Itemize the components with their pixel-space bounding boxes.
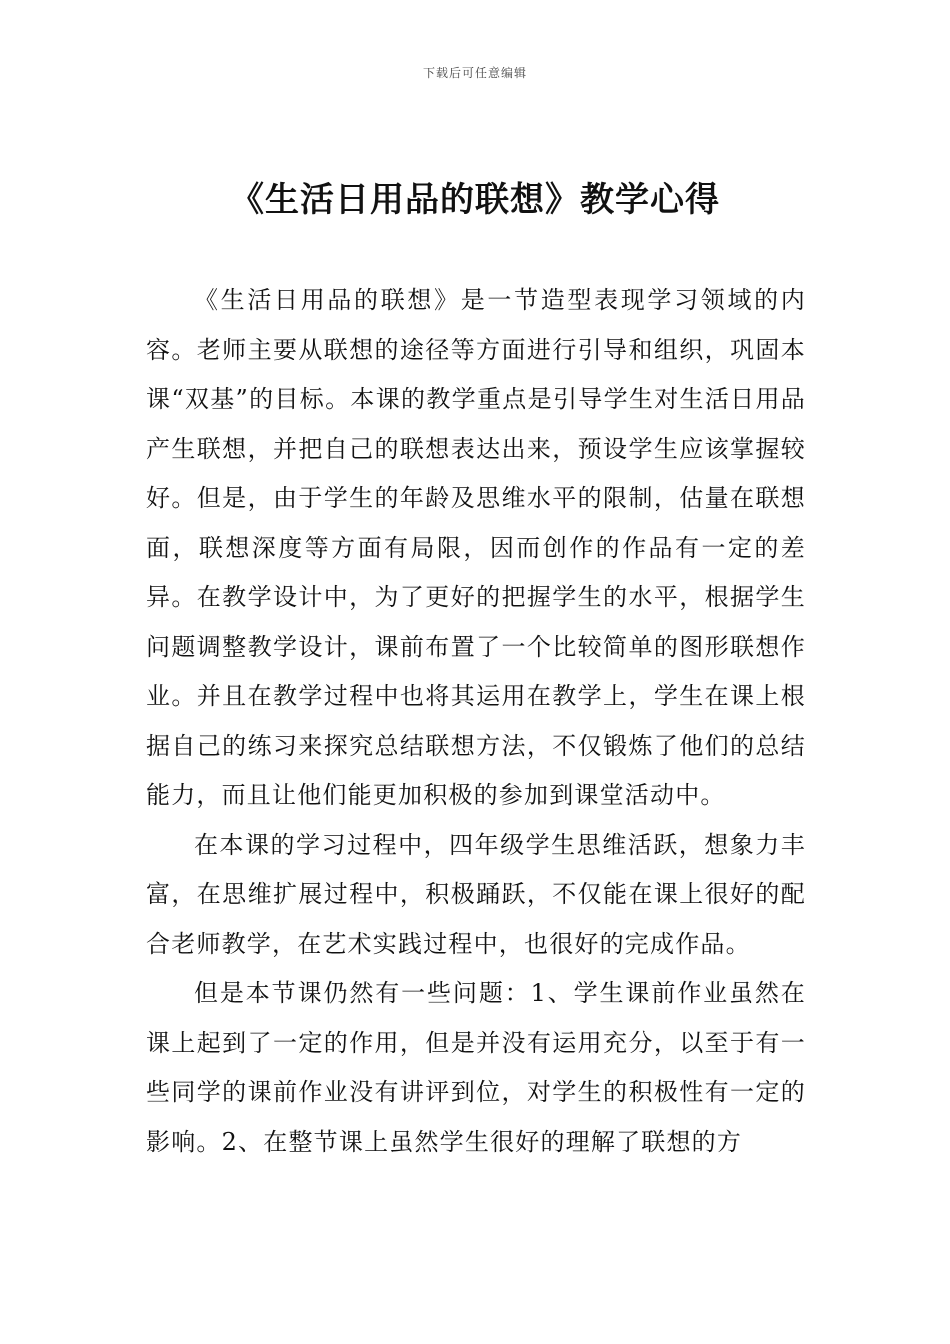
header-note: 下载后可任意编辑 <box>422 66 527 80</box>
paragraph-1: 《生活日用品的联想》是一节造型表现学习领域的内容。老师主要从联想的途径等方面进行引导和组织，巩固本课“双基”的目标。本课的教学重点是引导学生对生活日用品产生联想，并把自己的联想表达出来，预设学生应该掌握较好。但是，由于学生的年龄及思维水平的限制，估量在联想面，联想深度等方面有局限，因而创作的作品有一定的差异。在教学设计中，为了更好的把握学生的水平，根据学生问题调整教学设计，课前布置了一个比较简单的图形联想作业。并且在教学过程中也将其运用在教学上，学生在课上根据自己的练习来探究总结联想方法，不仅锻炼了他们的总结能力，而且让他们能更加积极的参加到课堂活动中。 <box>146 286 806 809</box>
paragraph-3: 但是本节课仍然有一些问题：1、学生课前作业虽然在课上起到了一定的作用，但是并没有运用充分，以至于有一些同学的课前作业没有讲评到位，对学生的积极性有一定的影响。2、在整节课上虽然学生很好的理解了联想的方 <box>146 979 806 1156</box>
document-body <box>146 276 806 1167</box>
document-title: 《生活日用品的联想》教学心得 <box>230 180 720 220</box>
paragraph-2: 在本课的学习过程中，四年级学生思维活跃，想象力丰富，在思维扩展过程中，积极踊跃，不仅能在课上很好的配合老师教学，在艺术实践过程中，也很好的完成作品。 <box>146 830 806 958</box>
